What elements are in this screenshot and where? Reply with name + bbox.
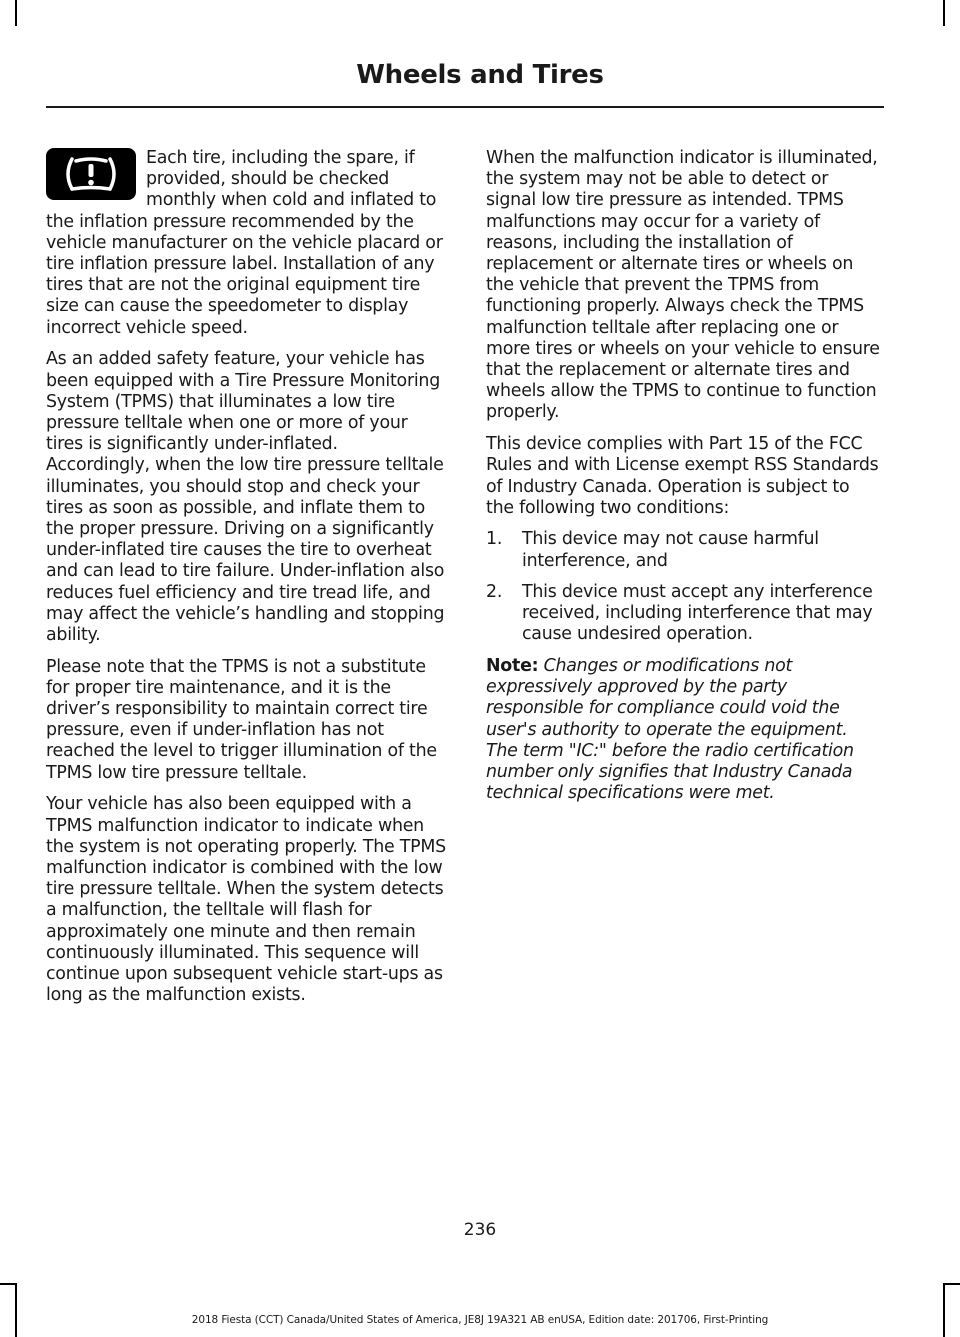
paragraph: This device complies with Part 15 of the FCC Rules and with License exempt RSS Standards of Industry Canada. Operation is subject to the following two conditions: — [486, 434, 879, 518]
tire-pressure-warning-icon — [46, 148, 136, 200]
paragraph: Your vehicle has also been equipped with a TPMS malfunction indicator to indicate when the system is not operating properly. The TPMS malfunction indicator is combined with the low tire pressure telltale. When the system detects a malfunction, the telltale will flash for approximately one minute and then remain continuously illuminated. This sequence will continue upon subsequent vehicle start-ups as long as the malfunction exists. — [46, 794, 446, 1006]
note — [486, 656, 882, 804]
paragraph: Please note that the TPMS is not a substitute for proper tire maintenance, and it is the driver’s responsibility to maintain correct tire pressure, even if under-inflation has not reached the level to trigger illumination of the TPMS low tire pressure telltale. — [46, 656, 437, 783]
crop-mark-top-right — [943, 0, 945, 26]
crop-mark-top-left — [15, 0, 17, 26]
crop-mark-bottom-left-h — [0, 1283, 15, 1285]
paragraph: Each tire, including the spare, if provided, should be checked monthly when cold and inflated to the inflation pressure recommended by the vehicle manufacturer on the vehicle placard or tire inflation pressure label. Installation of any tires that are not the original equipment tire size can cause the speedometer to display incorrect vehicle speed. — [46, 148, 443, 338]
paragraph: As an added safety feature, your vehicle has been equipped with a Tire Pressure Monitoring System (TPMS) that illuminates a low tire pressure telltale when one or more of your tires is significantly under-inflated. Accordingly, when the low tire pressure telltale illuminates, you should stop and check your tires as soon as possible, and inflate them to the proper pressure. Driving on a significantly under-inflated tire causes the tire to overheat and can lead to tire failure. Under-inflation also reduces fuel efficiency and tire tread life, and may affect the vehicle’s handling and stopping ability. — [46, 349, 445, 645]
right-column — [486, 148, 882, 815]
header-divider — [46, 106, 884, 108]
list-item — [486, 582, 882, 646]
paragraph: When the malfunction indicator is illuminated, the system may not be able to detect or signal low tire pressure as intended. TPMS malfunctions may occur for a variety of reasons, including the installation of replacement or alternate tires or wheels on the vehicle that prevent the TPMS from functioning properly. Always check the TPMS malfunction telltale after replacing one or more tires or wheels on your vehicle to ensure that the replacement or alternate tires and wheels allow the TPMS to continue to function properly. — [486, 148, 880, 423]
note-text: Changes or modifications not expressively approved by the party responsible for compliance could void the user's authority to operate the equipment. The term "IC:" before the radio certification number only signifies that Industry Canada technical specifications were met. — [486, 655, 854, 804]
list-item-number: 1. — [486, 529, 503, 550]
list-item-number: 2. — [486, 581, 503, 602]
list-item-text: This device must accept any interference received, including interference that may cause undesired operation. — [522, 581, 873, 645]
crop-mark-bottom-right — [943, 1283, 945, 1337]
page-title: Wheels and Tires — [356, 60, 604, 90]
crop-mark-bottom-left — [15, 1283, 17, 1337]
list-item-text: This device may not cause harmful interference, and — [522, 529, 819, 571]
left-column — [46, 148, 446, 1017]
list-item — [486, 529, 882, 571]
crop-mark-bottom-right-h — [945, 1283, 960, 1285]
note-label: Note: — [486, 655, 539, 676]
conditions-list — [486, 529, 882, 645]
page-number: 236 — [463, 1220, 497, 1240]
footer-edition-info: 2018 Fiesta (CCT) Canada/United States of America, JE8J 19A321 AB enUSA, Edition date: 201706, First-Printing — [191, 1314, 769, 1326]
